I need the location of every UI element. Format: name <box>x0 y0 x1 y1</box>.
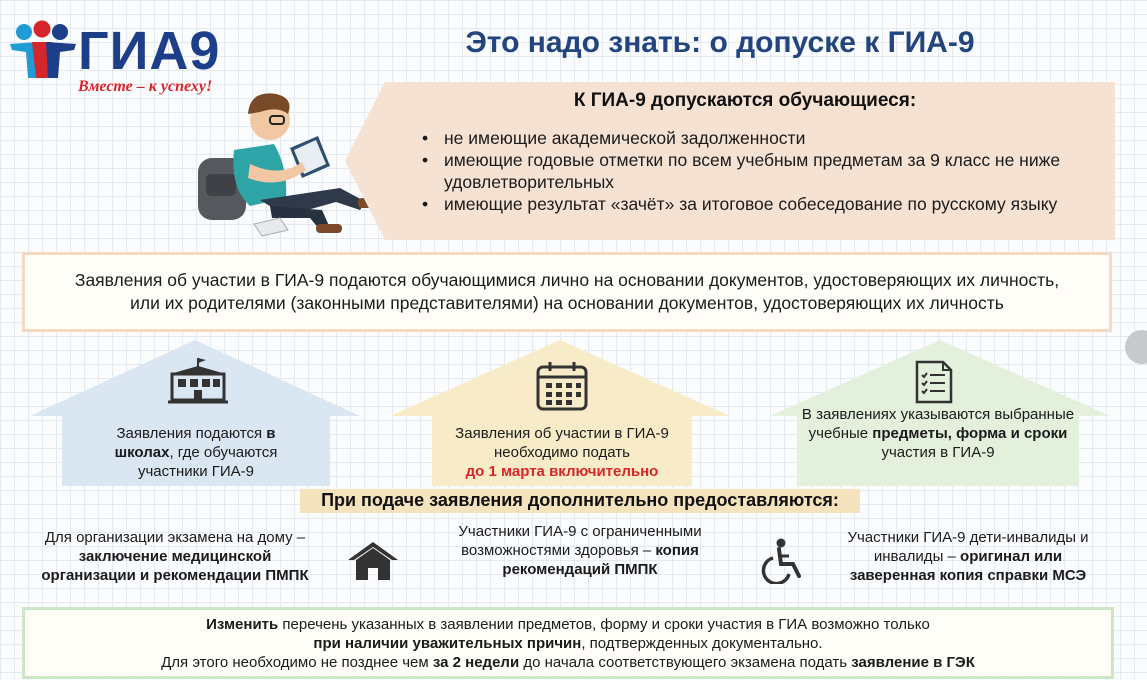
admission-list <box>420 127 1100 215</box>
checklist-document-icon <box>913 360 955 404</box>
list-item: • имеющие годовые отметки по всем учебным предметам за 9 класс не ниже удовлетворительных <box>420 149 1100 193</box>
page-title: Это надо знать: о допуске к ГИА-9 <box>465 26 975 59</box>
statement-text: Заявления об участии в ГИА-9 подаются обучающимися лично на основании документов, удостоверяющих их личность, или их родителями (законными представителями) на основании документов, удостоверяющих их личность <box>74 270 1060 313</box>
additional-limited-health <box>455 522 705 579</box>
text-segment: Участники ГИА-9 с ограниченными возможностями здоровья – <box>458 523 702 559</box>
text-segment: перечень указанных в заявлении предметов, форму и сроки участия в ГИА возможно только <box>278 615 930 633</box>
text-segment-bold: оригинал или заверенная копия справки МСЭ <box>849 548 1087 584</box>
text-segment: , где обучаются участники ГИА-9 <box>137 444 278 480</box>
text-segment: участия в ГИА-9 <box>881 444 995 461</box>
list-item: • имеющие результат «зачёт» за итоговое собеседование по русскому языку <box>420 193 1100 215</box>
text-segment-bold: за 2 недели <box>432 653 520 671</box>
list-item: • не имеющие академической задолженности <box>420 127 1100 149</box>
text-segment-bold: заключение медицинской организации и рекомендации ПМПК <box>41 548 309 584</box>
text-segment-bold: Изменить <box>206 615 279 633</box>
change-conditions-text <box>161 615 975 672</box>
admission-title: К ГИА-9 допускаются обучающиеся: <box>573 90 917 111</box>
additional-home-exam <box>40 528 310 585</box>
text-segment: В заявлениях указываются выбранные учебные <box>801 406 1075 442</box>
house-text-schools <box>85 424 307 481</box>
text-segment-bold: предметы, форма и сроки <box>872 425 1068 442</box>
text-segment-bold: в школах <box>114 425 276 461</box>
text-segment-bold: при наличии уважительных причин <box>313 634 582 652</box>
text-segment: до начала соответствующего экзамена подать <box>519 653 852 671</box>
logo-text: ГИА9 <box>78 21 221 81</box>
text-segment: Участники ГИА-9 дети-инвалиды и инвалиды – <box>847 529 1089 565</box>
logo-slogan: Вместе – к успеху! <box>78 78 213 95</box>
slide-nav-button[interactable] <box>1125 330 1147 364</box>
calendar-icon <box>535 360 589 412</box>
house-text-deadline <box>440 424 684 481</box>
change-conditions-box <box>22 607 1114 679</box>
wheelchair-icon <box>755 538 803 584</box>
text-segment: , подтвержденных документально. <box>581 634 823 652</box>
text-segment: Заявления подаются <box>116 425 267 442</box>
school-building-icon <box>166 356 230 404</box>
text-segment-bold: копия рекомендаций ПМПК <box>502 542 699 578</box>
additional-disabled <box>838 528 1098 585</box>
text-segment: Для организации экзамена на дому – <box>44 529 306 546</box>
text-segment-bold: заявление в ГЭК <box>851 653 975 671</box>
text-segment: Для этого необходимо не позднее чем <box>161 653 433 671</box>
house-text-subjects <box>800 405 1076 462</box>
text-segment: Заявления об участии в ГИА-9 необходимо подать <box>455 425 669 461</box>
statement-box <box>22 252 1112 332</box>
additional-title: При подаче заявления дополнительно предоставляются: <box>321 490 839 510</box>
deadline-highlight: до 1 марта включительно <box>465 463 659 480</box>
house-icon <box>346 540 400 582</box>
people-logo-icon <box>8 20 78 82</box>
